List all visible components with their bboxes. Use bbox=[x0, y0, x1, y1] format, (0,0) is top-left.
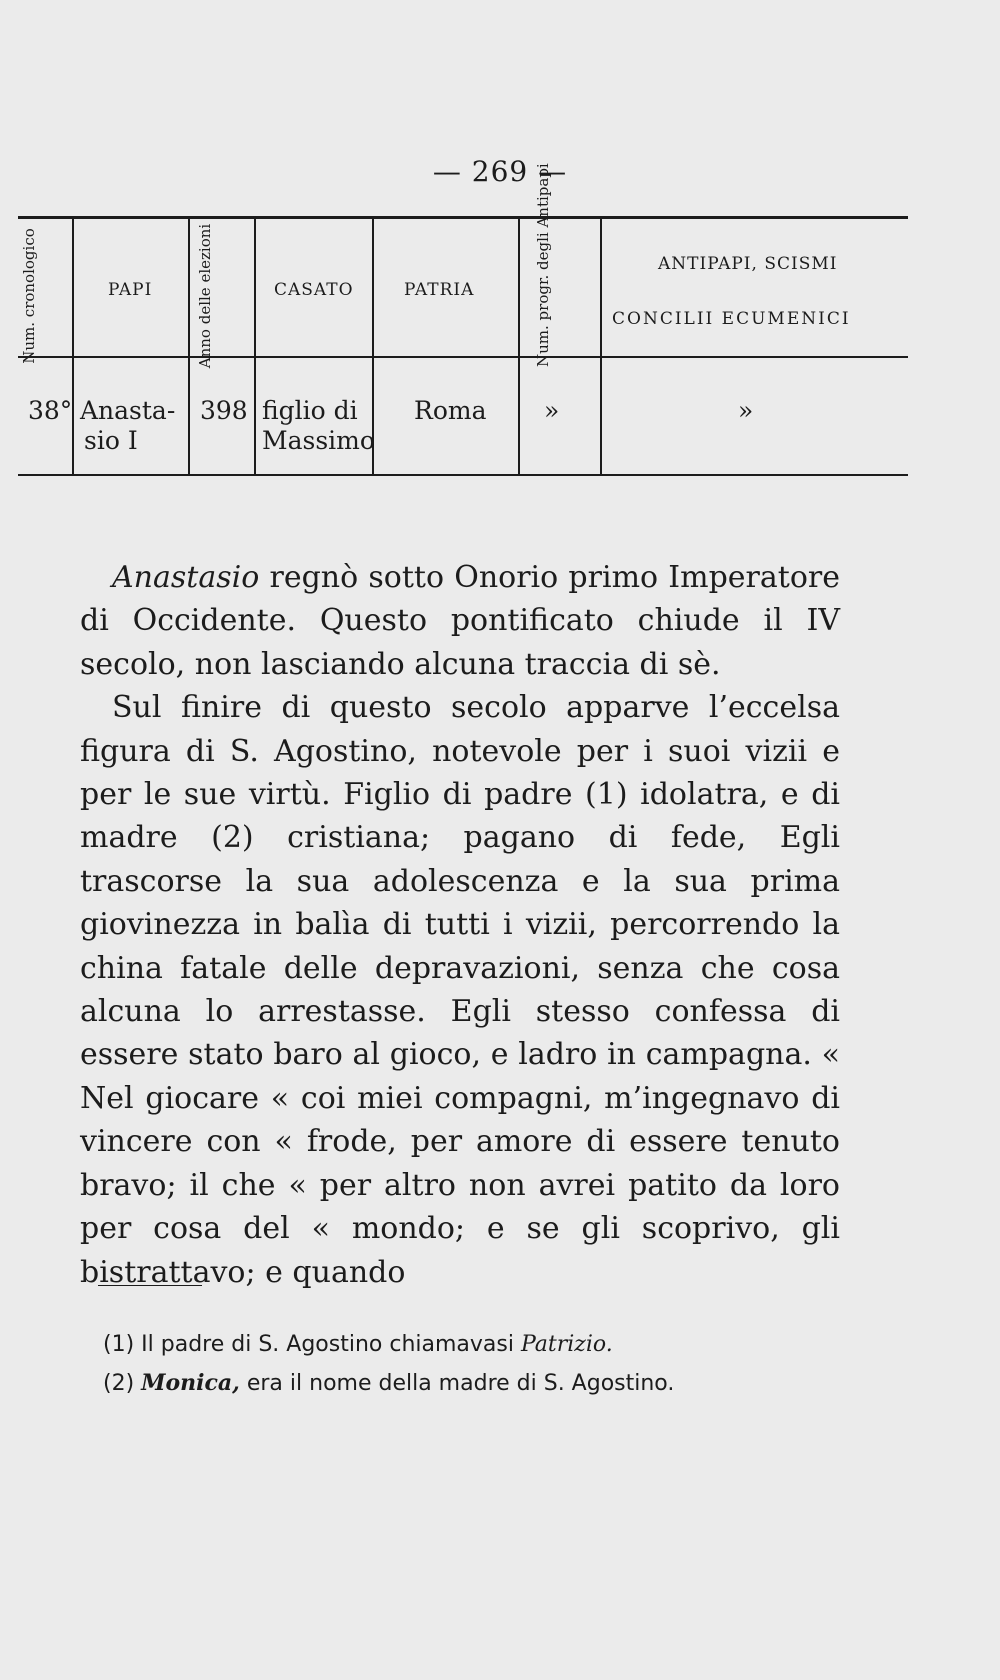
header-antipapi-num: Num. progr. degli Antipapi bbox=[534, 163, 552, 367]
column-divider bbox=[188, 216, 190, 474]
cell-antipapi: » bbox=[738, 396, 754, 425]
column-divider bbox=[72, 216, 74, 474]
table-bottom-rule bbox=[18, 474, 908, 476]
italic-name: Anastasio bbox=[112, 560, 260, 595]
column-divider bbox=[518, 216, 520, 474]
header-casato: CASATO bbox=[274, 280, 354, 300]
column-divider bbox=[600, 216, 602, 474]
footnotes bbox=[103, 1326, 903, 1403]
header-papi: PAPI bbox=[108, 280, 153, 300]
cell-anno: 398 bbox=[200, 396, 248, 425]
cell-antipapi-num: » bbox=[544, 396, 560, 425]
header-antipapi-line2: CONCILII ECUMENICI bbox=[612, 309, 851, 329]
footnote-1: (1) Il padre di S. Agostino chiamavasi Patrizio. bbox=[103, 1332, 613, 1357]
column-divider bbox=[254, 216, 256, 474]
header-patria: PATRIA bbox=[404, 280, 475, 300]
header-antipapi-line1: ANTIPAPI, SCISMI bbox=[658, 254, 838, 274]
table-top-rule bbox=[18, 216, 908, 219]
page-number: — 269 — bbox=[432, 155, 568, 188]
cell-patria: Roma bbox=[414, 396, 487, 425]
table-header-rule bbox=[18, 356, 908, 358]
cell-papa-line2: sio I bbox=[84, 426, 138, 455]
paragraph: Anastasio regnò sotto Onorio primo Imperatore di Occidente. Questo pontificato chiude il IV secolo, non lasciando alcuna traccia di sè. bbox=[80, 560, 840, 682]
footnote-2: (2) Monica, era il nome della madre di S. Agostino. bbox=[103, 1370, 675, 1396]
cell-papa-line1: Anasta- bbox=[80, 396, 176, 425]
cell-casato-line2: Massimo bbox=[262, 426, 375, 455]
cell-papa bbox=[80, 396, 175, 456]
cell-casato-line1: figlio di bbox=[262, 396, 358, 425]
body-text bbox=[80, 556, 840, 1294]
header-num-cronologico: Num. cronologico bbox=[20, 228, 38, 364]
paragraph: Sul finire di questo secolo apparve l’eccelsa figura di S. Agostino, notevole per i suoi vizii e per le sue virtù. Figlio di padre (1) idolatra, e di madre (2) cristiana; pagano di fede, Egli trascorse la sua adolescenza e la sua prima giovinezza in balìa di tutti i vizii, percorrendo la china fatale delle depravazioni, senza che cosa alcuna lo arrestasse. Egli stesso confessa di essere stato baro al gioco, e ladro in campagna. « Nel giocare « coi miei compagni, m’ingegnavo di vincere con « frode, per amore di essere tenuto bravo; il che « per altro non avrei patito da loro per cosa del « mondo; e se gli scoprivo, gli bistrattavo; e quando bbox=[80, 690, 840, 1290]
cell-casato bbox=[262, 396, 375, 456]
cell-num: 38° bbox=[28, 396, 73, 425]
header-anno: Anno delle elezioni bbox=[196, 223, 214, 369]
footnote-rule bbox=[98, 1285, 202, 1286]
